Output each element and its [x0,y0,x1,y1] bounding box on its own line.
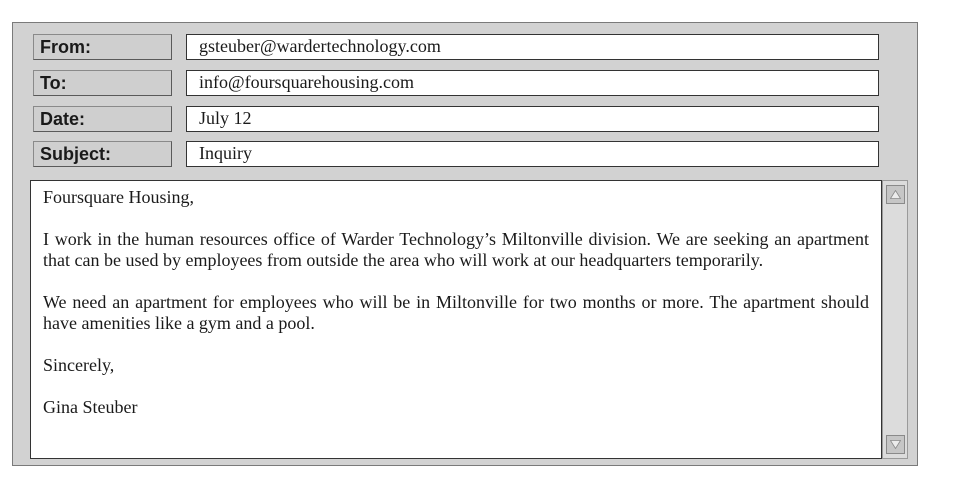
message-body[interactable] [30,180,882,459]
triangle-down-icon [890,440,901,449]
scroll-up-button[interactable] [886,185,905,204]
from-label: From: [33,34,172,60]
message-signature: Gina Steuber [43,397,138,417]
scroll-down-button[interactable] [886,435,905,454]
message-paragraph: I work in the human resources office of Warder Technology’s Miltonville division. We are seeking an apartment that can be used by employees from outside the area who will work at our headquarters temporarily. [43,229,869,270]
message-paragraph: We need an apartment for employees who will be in Miltonville for two months or more. The apartment should have amenities like a gym and a pool. [43,292,869,333]
date-label: Date: [33,106,172,132]
to-label: To: [33,70,172,96]
date-field[interactable]: July 12 [186,106,879,132]
to-field[interactable]: info@foursquarehousing.com [186,70,879,96]
triangle-up-icon [890,190,901,199]
message-closing: Sincerely, [43,355,115,375]
subject-label: Subject: [33,141,172,167]
vertical-scrollbar[interactable] [882,180,908,459]
from-field[interactable]: gsteuber@wardertechnology.com [186,34,879,60]
subject-field[interactable]: Inquiry [186,141,879,167]
message-greeting: Foursquare Housing, [43,187,194,207]
